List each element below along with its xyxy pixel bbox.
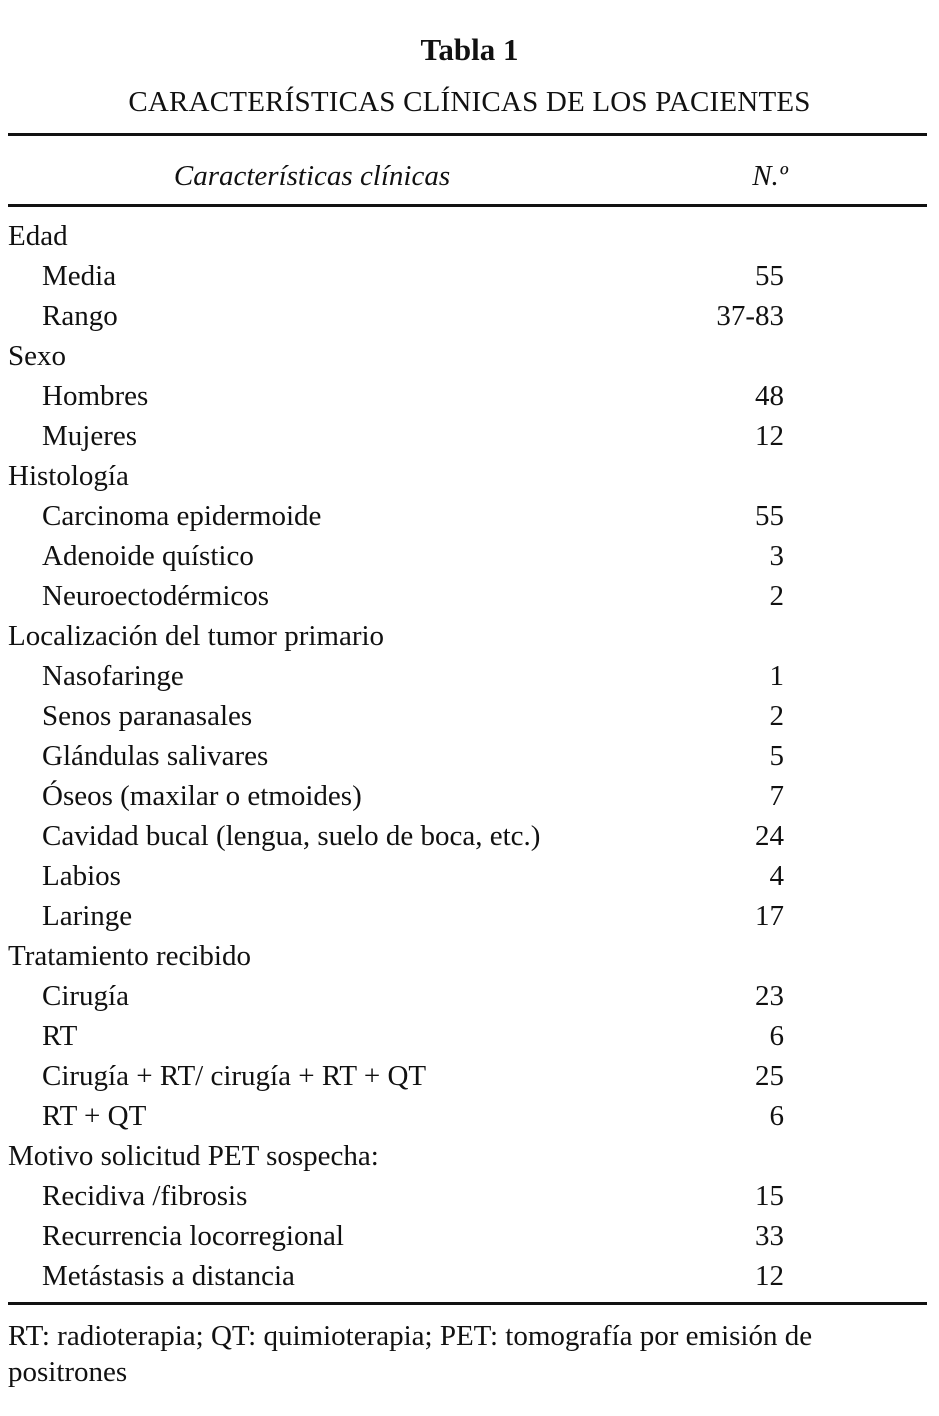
bottom-rule [8, 1302, 927, 1305]
row-label: Rango [42, 300, 118, 332]
table-row [0, 576, 939, 616]
row-value: 5 [769, 740, 784, 772]
row-label: RT [42, 1020, 78, 1052]
group-label: Tratamiento recibido [8, 940, 251, 972]
table-row [0, 816, 939, 856]
row-label: Nasofaringe [42, 660, 184, 692]
table-group-heading [0, 1136, 939, 1176]
row-label: Media [42, 260, 117, 292]
table-caption: CARACTERÍSTICAS CLÍNICAS DE LOS PACIENTES [128, 86, 811, 118]
row-label: Recidiva /fibrosis [42, 1180, 248, 1212]
table-row [0, 296, 939, 336]
table-body [0, 216, 939, 1296]
table-row [0, 736, 939, 776]
table-row [0, 376, 939, 416]
row-value: 2 [769, 700, 784, 732]
table-row [0, 896, 939, 936]
row-value: 48 [755, 380, 784, 412]
row-value: 4 [769, 860, 784, 892]
row-label: Neuroectodérmicos [42, 580, 270, 612]
table-group-heading [0, 616, 939, 656]
table-row [0, 1216, 939, 1256]
table-group-heading [0, 936, 939, 976]
group-label: Histología [8, 460, 129, 492]
table-row [0, 1176, 939, 1216]
table-footnote: RT: radioterapia; QT: quimioterapia; PET: tomografía por emisión de positrones [8, 1320, 813, 1388]
table-group-heading [0, 216, 939, 256]
group-label: Motivo solicitud PET sospecha: [8, 1140, 379, 1172]
table-row [0, 856, 939, 896]
table-row [0, 416, 939, 456]
table-row [0, 256, 939, 296]
table-row [0, 656, 939, 696]
table-row [0, 776, 939, 816]
row-label: Labios [42, 860, 121, 892]
row-label: Hombres [42, 380, 149, 412]
row-label: Metástasis a distancia [42, 1260, 295, 1292]
row-label: Mujeres [42, 420, 138, 452]
row-label: Óseos (maxilar o etmoides) [42, 780, 362, 812]
row-label: Carcinoma epidermoide [42, 500, 322, 532]
row-value: 1 [769, 660, 784, 692]
row-value: 25 [755, 1060, 784, 1092]
row-label: RT + QT [42, 1100, 147, 1132]
row-value: 7 [769, 780, 784, 812]
column-header-value: N.º [752, 160, 788, 192]
row-value: 12 [755, 1260, 784, 1292]
row-value: 6 [769, 1100, 784, 1132]
row-value: 55 [755, 500, 784, 532]
header-rule [8, 204, 927, 207]
table-row [0, 536, 939, 576]
group-label: Localización del tumor primario [8, 620, 385, 652]
group-label: Sexo [8, 340, 66, 372]
row-label: Cavidad bucal (lengua, suelo de boca, etc.) [42, 820, 541, 852]
table-row [0, 1096, 939, 1136]
row-value: 17 [755, 900, 784, 932]
row-value: 2 [769, 580, 784, 612]
table-row [0, 496, 939, 536]
group-label: Edad [8, 220, 68, 252]
row-value: 37-83 [716, 300, 784, 332]
row-label: Cirugía + RT/ cirugía + RT + QT [42, 1060, 427, 1092]
top-rule [8, 133, 927, 136]
row-value: 15 [755, 1180, 784, 1212]
row-value: 33 [755, 1220, 784, 1252]
row-value: 23 [755, 980, 784, 1012]
column-header-label: Características clínicas [173, 160, 451, 192]
row-value: 55 [755, 260, 784, 292]
table-row [0, 1056, 939, 1096]
row-label: Adenoide quístico [42, 540, 254, 572]
row-value: 24 [755, 820, 784, 852]
table-row [0, 1016, 939, 1056]
table-number: Tabla 1 [420, 32, 519, 67]
row-value: 6 [769, 1020, 784, 1052]
row-value: 3 [769, 540, 784, 572]
table-row [0, 1256, 939, 1296]
row-label: Senos paranasales [42, 700, 253, 732]
row-label: Recurrencia locorregional [42, 1220, 344, 1252]
row-label: Cirugía [42, 980, 129, 1012]
table-row [0, 976, 939, 1016]
table-group-heading [0, 336, 939, 376]
table-row [0, 696, 939, 736]
row-label: Laringe [42, 900, 133, 932]
row-label: Glándulas salivares [42, 740, 269, 772]
table-group-heading [0, 456, 939, 496]
row-value: 12 [755, 420, 784, 452]
